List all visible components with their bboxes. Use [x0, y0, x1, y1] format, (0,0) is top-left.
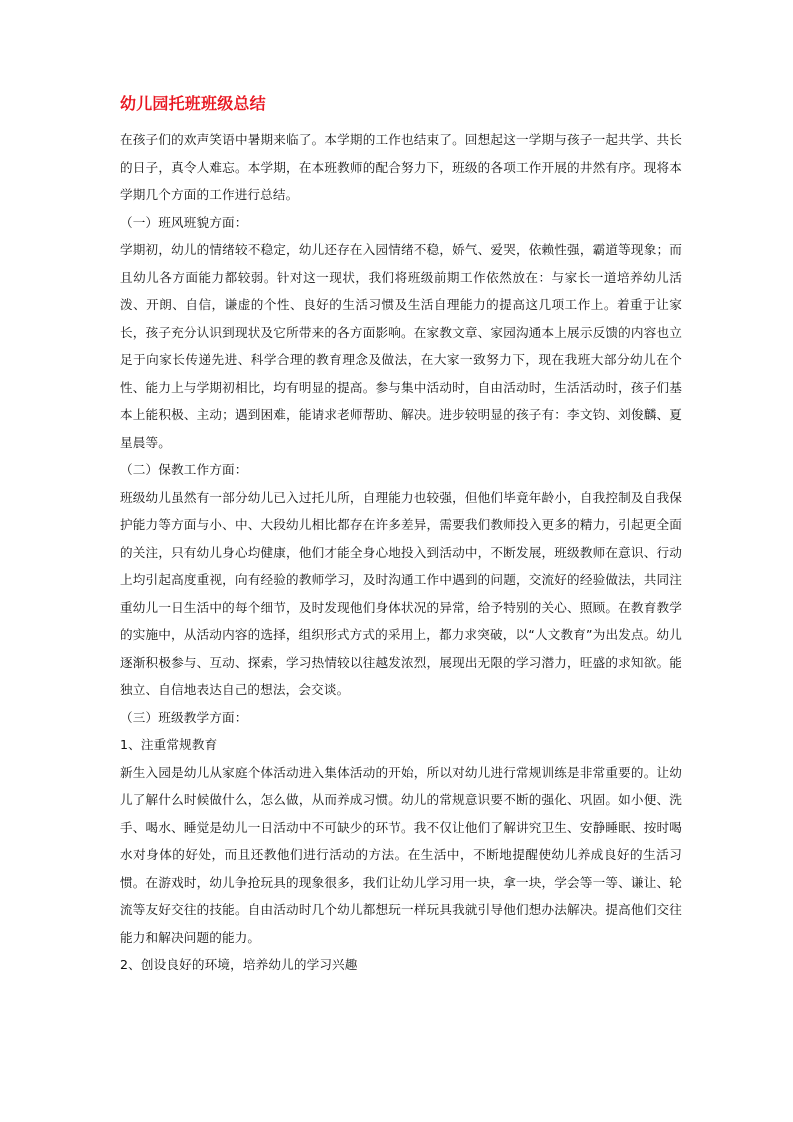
section-heading-class-style: （一）班风班貌方面：: [120, 214, 248, 230]
intro-paragraph: 在孩子们的欢声笑语中暑期来临了。本学期的工作也结束了。回想起这一学期与孩子一起共学、共长的日子，真令人难忘。本学期，在本班教师的配合努力下，班级的各项工作开展的井然有序。现将本学期几个方面的工作进行总结。: [120, 132, 682, 202]
subsection-heading-learning-environment: 2、创设良好的环境，培养幼儿的学习兴趣: [120, 957, 358, 972]
subsection-heading-routine-education: 1、注重常规教育: [120, 737, 218, 752]
subsection-body-routine-education: 新生入园是幼儿从家庭个体活动进入集体活动的开始，所以对幼儿进行常规训练是非常重要的。让幼儿了解什么时候做什么，怎么做，从而养成习惯。幼儿的常规意识要不断的强化、巩固。如小便、洗手、喝水、睡觉是幼儿一日活动中不可缺少的环节。我不仅让他们了解讲究卫生、安静睡眠、按时喝水对身体的好处，而且还教他们进行活动的方法。在生活中，不断地提醒使幼儿养成良好的生活习惯。在游戏时，幼儿争抢玩具的现象很多，我们让幼儿学习用一块，拿一块，学会等一等、谦让、轮流等友好交往的技能。自由活动时几个幼儿都想玩一样玩具我就引导他们想办法解决。提高他们交往能力和解决问题的能力。: [120, 764, 682, 945]
document-content: [120, 92, 682, 979]
document-title: 幼儿园托班班级总结: [120, 94, 266, 113]
section-heading-care-education: （二）保教工作方面：: [120, 462, 248, 477]
section-body-class-style: 学期初，幼儿的情绪较不稳定，幼儿还存在入园情绪不稳，娇气、爱哭，依赖性强，霸道等现象；而且幼儿各方面能力都较弱。针对这一现状，我们将班级前期工作依然放在：与家长一道培养幼儿活泼、开朗、自信，谦虚的个性、良好的生活习惯及生活自理能力的提高这几项工作上。着重于让家长，孩子充分认识到现状及它所带来的各方面影响。在家教文章、家园沟通本上展示反馈的内容也立足于向家长传递先进、科学合理的教育理念及做法，在大家一致努力下，现在我班大部分幼儿在个性、能力上与学期初相比，均有明显的提高。参与集中活动时，自由活动时，生活活动时，孩子们基本上能积极、主动；遇到困难，能请求老师帮助、解决。进步较明显的孩子有：李文钧、刘俊麟、夏星晨等。: [120, 242, 682, 450]
section-heading-class-teaching: （三）班级教学方面：: [120, 709, 248, 725]
section-body-care-education: 班级幼儿虽然有一部分幼儿已入过托儿所，自理能力也较强，但他们毕竟年龄小，自我控制及自我保护能力等方面与小、中、大段幼儿相比都存在许多差异，需要我们教师投入更多的精力，引起更全面的关注，只有幼儿身心均健康，他们才能全身心地投入到活动中，不断发展，班级教师在意识、行动上均引起高度重视，向有经验的教师学习，及时沟通工作中遇到的问题，交流好的经验做法，共同注重幼儿一日生活中的每个细节，及时发现他们身体状况的异常，给予特别的关心、照顾。在教育教学的实施中，从活动内容的选择，组织形式方式的采用上，都力求突破，以“人文教育”为出发点。幼儿逐渐积极参与、互动、探索，学习热情较以往越发浓烈，展现出无限的学习潜力，旺盛的求知欲。能独立、自信地表达自己的想法，会交谈。: [120, 489, 682, 697]
